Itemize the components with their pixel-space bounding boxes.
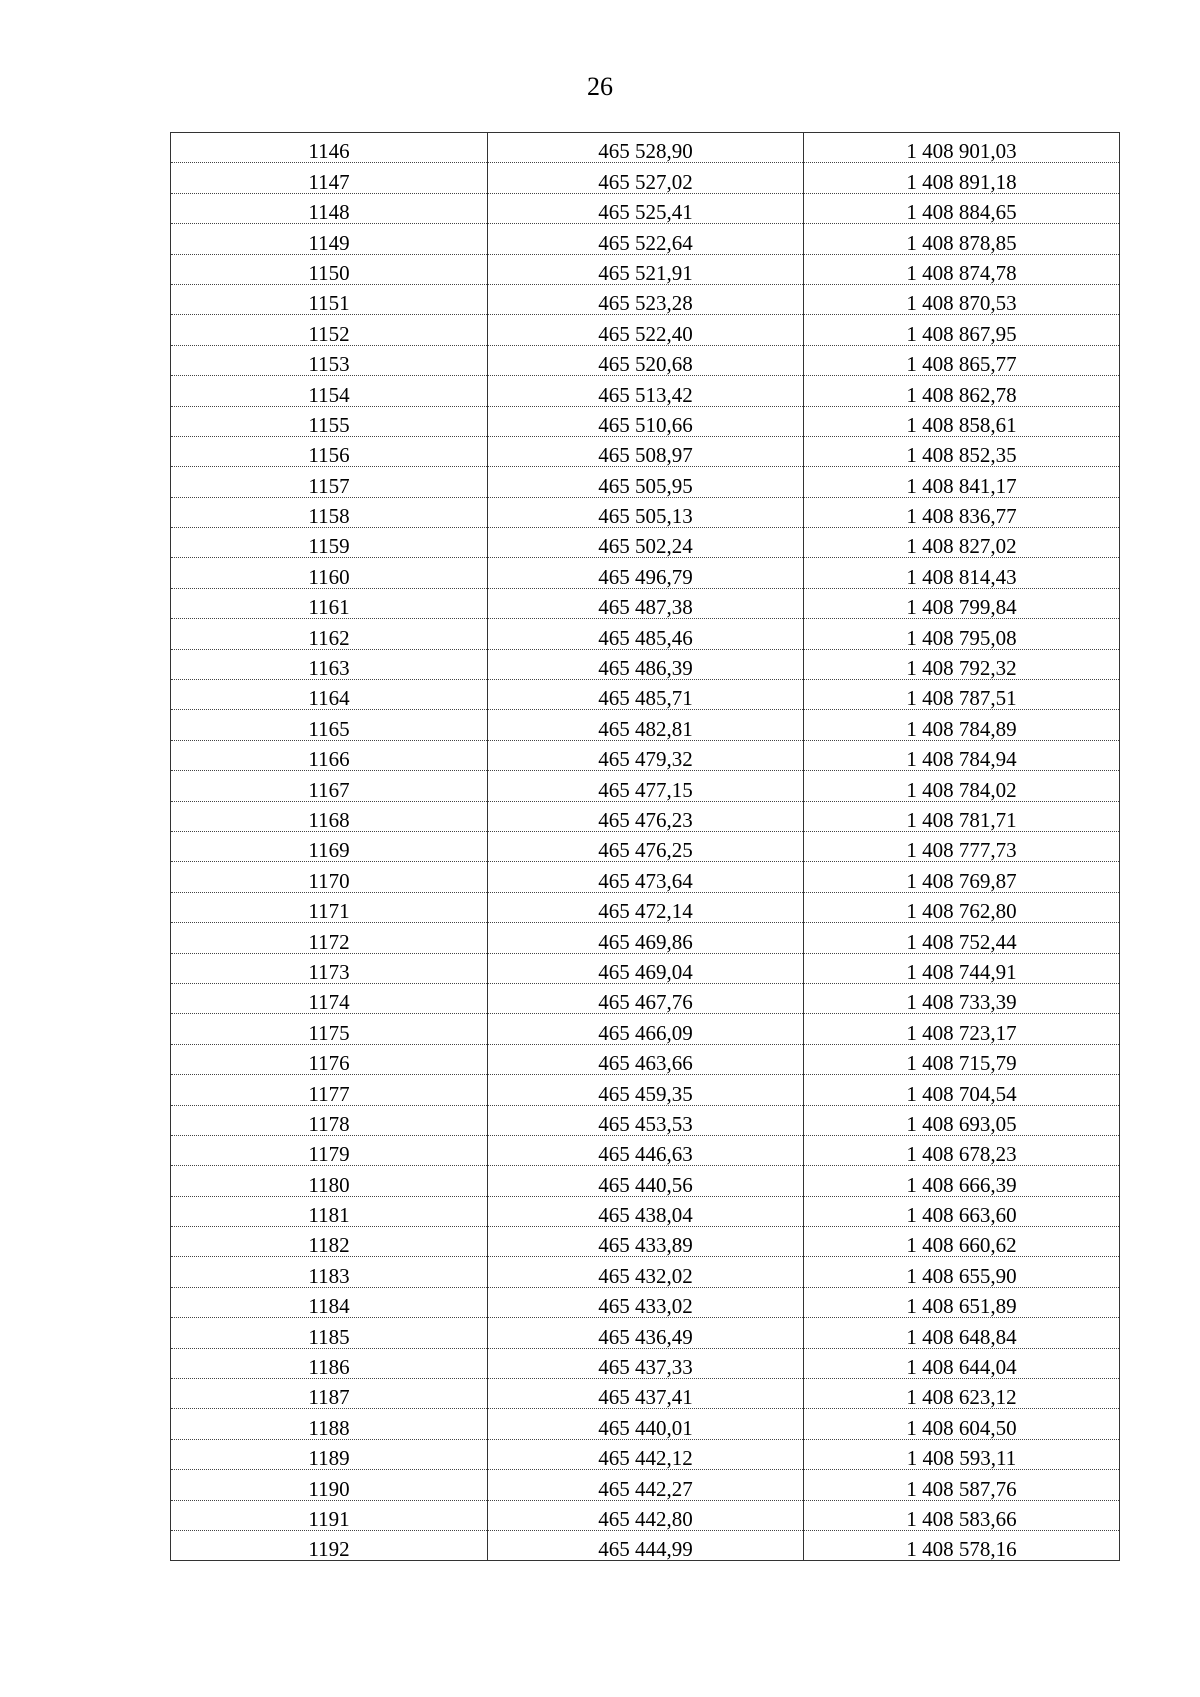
x-coordinate-cell: 465 502,24 (488, 528, 804, 558)
point-number-cell: 1172 (171, 923, 488, 953)
point-number-cell: 1183 (171, 1257, 488, 1287)
x-coordinate-cell: 465 485,71 (488, 680, 804, 710)
y-coordinate-cell: 1 408 762,80 (804, 892, 1120, 922)
x-coordinate-cell: 465 513,42 (488, 376, 804, 406)
x-coordinate-cell: 465 527,02 (488, 163, 804, 193)
point-number-cell: 1148 (171, 193, 488, 223)
table-row (171, 406, 1120, 436)
table-row (171, 1257, 1120, 1287)
x-coordinate-cell: 465 477,15 (488, 771, 804, 801)
x-coordinate-cell: 465 476,25 (488, 831, 804, 861)
x-coordinate-cell: 465 469,04 (488, 953, 804, 983)
point-number-cell: 1192 (171, 1530, 488, 1560)
y-coordinate-cell: 1 408 678,23 (804, 1135, 1120, 1165)
point-number-cell: 1175 (171, 1014, 488, 1044)
y-coordinate-cell: 1 408 884,65 (804, 193, 1120, 223)
y-coordinate-cell: 1 408 666,39 (804, 1166, 1120, 1196)
point-number-cell: 1167 (171, 771, 488, 801)
y-coordinate-cell: 1 408 660,62 (804, 1227, 1120, 1257)
y-coordinate-cell: 1 408 733,39 (804, 983, 1120, 1013)
table-row (171, 831, 1120, 861)
y-coordinate-cell: 1 408 852,35 (804, 436, 1120, 466)
point-number-cell: 1170 (171, 862, 488, 892)
point-number-cell: 1174 (171, 983, 488, 1013)
point-number-cell: 1180 (171, 1166, 488, 1196)
point-number-cell: 1150 (171, 254, 488, 284)
point-number-cell: 1190 (171, 1470, 488, 1500)
table-row (171, 1135, 1120, 1165)
point-number-cell: 1162 (171, 619, 488, 649)
y-coordinate-cell: 1 408 836,77 (804, 497, 1120, 527)
x-coordinate-cell: 465 528,90 (488, 133, 804, 163)
point-number-cell: 1189 (171, 1439, 488, 1469)
point-number-cell: 1182 (171, 1227, 488, 1257)
y-coordinate-cell: 1 408 663,60 (804, 1196, 1120, 1226)
x-coordinate-cell: 465 459,35 (488, 1075, 804, 1105)
table-row (171, 923, 1120, 953)
x-coordinate-cell: 465 523,28 (488, 284, 804, 314)
x-coordinate-cell: 465 521,91 (488, 254, 804, 284)
x-coordinate-cell: 465 463,66 (488, 1044, 804, 1074)
y-coordinate-cell: 1 408 723,17 (804, 1014, 1120, 1044)
y-coordinate-cell: 1 408 827,02 (804, 528, 1120, 558)
point-number-cell: 1157 (171, 467, 488, 497)
y-coordinate-cell: 1 408 841,17 (804, 467, 1120, 497)
y-coordinate-cell: 1 408 693,05 (804, 1105, 1120, 1135)
point-number-cell: 1153 (171, 345, 488, 375)
x-coordinate-cell: 465 467,76 (488, 983, 804, 1013)
y-coordinate-cell: 1 408 777,73 (804, 831, 1120, 861)
point-number-cell: 1147 (171, 163, 488, 193)
point-number-cell: 1185 (171, 1318, 488, 1348)
point-number-cell: 1176 (171, 1044, 488, 1074)
page-number: 26 (587, 72, 613, 101)
table-row (171, 771, 1120, 801)
table-row (171, 1530, 1120, 1560)
y-coordinate-cell: 1 408 784,02 (804, 771, 1120, 801)
y-coordinate-cell: 1 408 867,95 (804, 315, 1120, 345)
y-coordinate-cell: 1 408 593,11 (804, 1439, 1120, 1469)
point-number-cell: 1191 (171, 1500, 488, 1530)
x-coordinate-cell: 465 466,09 (488, 1014, 804, 1044)
table-row (171, 436, 1120, 466)
x-coordinate-cell: 465 432,02 (488, 1257, 804, 1287)
table-row (171, 649, 1120, 679)
y-coordinate-cell: 1 408 858,61 (804, 406, 1120, 436)
table-row (171, 1075, 1120, 1105)
point-number-cell: 1158 (171, 497, 488, 527)
point-number-cell: 1151 (171, 284, 488, 314)
y-coordinate-cell: 1 408 781,71 (804, 801, 1120, 831)
point-number-cell: 1166 (171, 740, 488, 770)
x-coordinate-cell: 465 505,95 (488, 467, 804, 497)
x-coordinate-cell: 465 522,64 (488, 224, 804, 254)
table-row (171, 740, 1120, 770)
table-row (171, 1287, 1120, 1317)
coordinates-table-body (171, 133, 1120, 1561)
table-row (171, 953, 1120, 983)
table-row (171, 588, 1120, 618)
x-coordinate-cell: 465 444,99 (488, 1530, 804, 1560)
y-coordinate-cell: 1 408 862,78 (804, 376, 1120, 406)
x-coordinate-cell: 465 472,14 (488, 892, 804, 922)
x-coordinate-cell: 465 438,04 (488, 1196, 804, 1226)
x-coordinate-cell: 465 442,12 (488, 1439, 804, 1469)
y-coordinate-cell: 1 408 704,54 (804, 1075, 1120, 1105)
point-number-cell: 1169 (171, 831, 488, 861)
x-coordinate-cell: 465 520,68 (488, 345, 804, 375)
point-number-cell: 1184 (171, 1287, 488, 1317)
table-row (171, 1409, 1120, 1439)
y-coordinate-cell: 1 408 583,66 (804, 1500, 1120, 1530)
x-coordinate-cell: 465 482,81 (488, 710, 804, 740)
x-coordinate-cell: 465 433,02 (488, 1287, 804, 1317)
table-row (171, 193, 1120, 223)
y-coordinate-cell: 1 408 865,77 (804, 345, 1120, 375)
x-coordinate-cell: 465 522,40 (488, 315, 804, 345)
table-row (171, 1379, 1120, 1409)
x-coordinate-cell: 465 476,23 (488, 801, 804, 831)
table-row (171, 1196, 1120, 1226)
y-coordinate-cell: 1 408 814,43 (804, 558, 1120, 588)
y-coordinate-cell: 1 408 870,53 (804, 284, 1120, 314)
y-coordinate-cell: 1 408 648,84 (804, 1318, 1120, 1348)
point-number-cell: 1171 (171, 892, 488, 922)
point-number-cell: 1156 (171, 436, 488, 466)
y-coordinate-cell: 1 408 623,12 (804, 1379, 1120, 1409)
table-row (171, 558, 1120, 588)
table-row (171, 983, 1120, 1013)
table-row (171, 315, 1120, 345)
x-coordinate-cell: 465 473,64 (488, 862, 804, 892)
y-coordinate-cell: 1 408 644,04 (804, 1348, 1120, 1378)
x-coordinate-cell: 465 436,49 (488, 1318, 804, 1348)
x-coordinate-cell: 465 440,56 (488, 1166, 804, 1196)
table-row (171, 376, 1120, 406)
x-coordinate-cell: 465 453,53 (488, 1105, 804, 1135)
table-row (171, 862, 1120, 892)
table-row (171, 528, 1120, 558)
table-row (171, 224, 1120, 254)
table-row (171, 163, 1120, 193)
table-row (171, 497, 1120, 527)
point-number-cell: 1154 (171, 376, 488, 406)
x-coordinate-cell: 465 437,33 (488, 1348, 804, 1378)
point-number-cell: 1178 (171, 1105, 488, 1135)
table-row (171, 345, 1120, 375)
x-coordinate-cell: 465 505,13 (488, 497, 804, 527)
y-coordinate-cell: 1 408 604,50 (804, 1409, 1120, 1439)
y-coordinate-cell: 1 408 744,91 (804, 953, 1120, 983)
point-number-cell: 1188 (171, 1409, 488, 1439)
x-coordinate-cell: 465 479,32 (488, 740, 804, 770)
table-row (171, 1166, 1120, 1196)
x-coordinate-cell: 465 508,97 (488, 436, 804, 466)
y-coordinate-cell: 1 408 792,32 (804, 649, 1120, 679)
x-coordinate-cell: 465 487,38 (488, 588, 804, 618)
x-coordinate-cell: 465 440,01 (488, 1409, 804, 1439)
table-row (171, 710, 1120, 740)
table-row (171, 133, 1120, 163)
x-coordinate-cell: 465 469,86 (488, 923, 804, 953)
table-row (171, 1470, 1120, 1500)
point-number-cell: 1168 (171, 801, 488, 831)
table-row (171, 467, 1120, 497)
table-row (171, 1439, 1120, 1469)
table-row (171, 1500, 1120, 1530)
x-coordinate-cell: 465 525,41 (488, 193, 804, 223)
table-row (171, 1227, 1120, 1257)
x-coordinate-cell: 465 485,46 (488, 619, 804, 649)
x-coordinate-cell: 465 446,63 (488, 1135, 804, 1165)
point-number-cell: 1163 (171, 649, 488, 679)
y-coordinate-cell: 1 408 891,18 (804, 163, 1120, 193)
y-coordinate-cell: 1 408 787,51 (804, 680, 1120, 710)
x-coordinate-cell: 465 496,79 (488, 558, 804, 588)
y-coordinate-cell: 1 408 799,84 (804, 588, 1120, 618)
table-row (171, 1014, 1120, 1044)
y-coordinate-cell: 1 408 874,78 (804, 254, 1120, 284)
x-coordinate-cell: 465 437,41 (488, 1379, 804, 1409)
point-number-cell: 1173 (171, 953, 488, 983)
y-coordinate-cell: 1 408 655,90 (804, 1257, 1120, 1287)
point-number-cell: 1155 (171, 406, 488, 436)
point-number-cell: 1161 (171, 588, 488, 618)
y-coordinate-cell: 1 408 587,76 (804, 1470, 1120, 1500)
point-number-cell: 1146 (171, 133, 488, 163)
x-coordinate-cell: 465 442,80 (488, 1500, 804, 1530)
coordinates-table (170, 132, 1120, 1561)
point-number-cell: 1187 (171, 1379, 488, 1409)
table-row (171, 1105, 1120, 1135)
point-number-cell: 1179 (171, 1135, 488, 1165)
y-coordinate-cell: 1 408 578,16 (804, 1530, 1120, 1560)
y-coordinate-cell: 1 408 784,89 (804, 710, 1120, 740)
y-coordinate-cell: 1 408 795,08 (804, 619, 1120, 649)
point-number-cell: 1165 (171, 710, 488, 740)
y-coordinate-cell: 1 408 752,44 (804, 923, 1120, 953)
point-number-cell: 1186 (171, 1348, 488, 1378)
table-row (171, 1348, 1120, 1378)
y-coordinate-cell: 1 408 715,79 (804, 1044, 1120, 1074)
point-number-cell: 1152 (171, 315, 488, 345)
point-number-cell: 1160 (171, 558, 488, 588)
x-coordinate-cell: 465 433,89 (488, 1227, 804, 1257)
y-coordinate-cell: 1 408 901,03 (804, 133, 1120, 163)
table-row (171, 619, 1120, 649)
x-coordinate-cell: 465 510,66 (488, 406, 804, 436)
y-coordinate-cell: 1 408 878,85 (804, 224, 1120, 254)
point-number-cell: 1164 (171, 680, 488, 710)
table-row (171, 801, 1120, 831)
y-coordinate-cell: 1 408 651,89 (804, 1287, 1120, 1317)
table-row (171, 1318, 1120, 1348)
y-coordinate-cell: 1 408 769,87 (804, 862, 1120, 892)
point-number-cell: 1159 (171, 528, 488, 558)
table-row (171, 892, 1120, 922)
point-number-cell: 1177 (171, 1075, 488, 1105)
point-number-cell: 1181 (171, 1196, 488, 1226)
table-row (171, 1044, 1120, 1074)
point-number-cell: 1149 (171, 224, 488, 254)
table-row (171, 680, 1120, 710)
y-coordinate-cell: 1 408 784,94 (804, 740, 1120, 770)
x-coordinate-cell: 465 486,39 (488, 649, 804, 679)
x-coordinate-cell: 465 442,27 (488, 1470, 804, 1500)
table-row (171, 284, 1120, 314)
table-row (171, 254, 1120, 284)
